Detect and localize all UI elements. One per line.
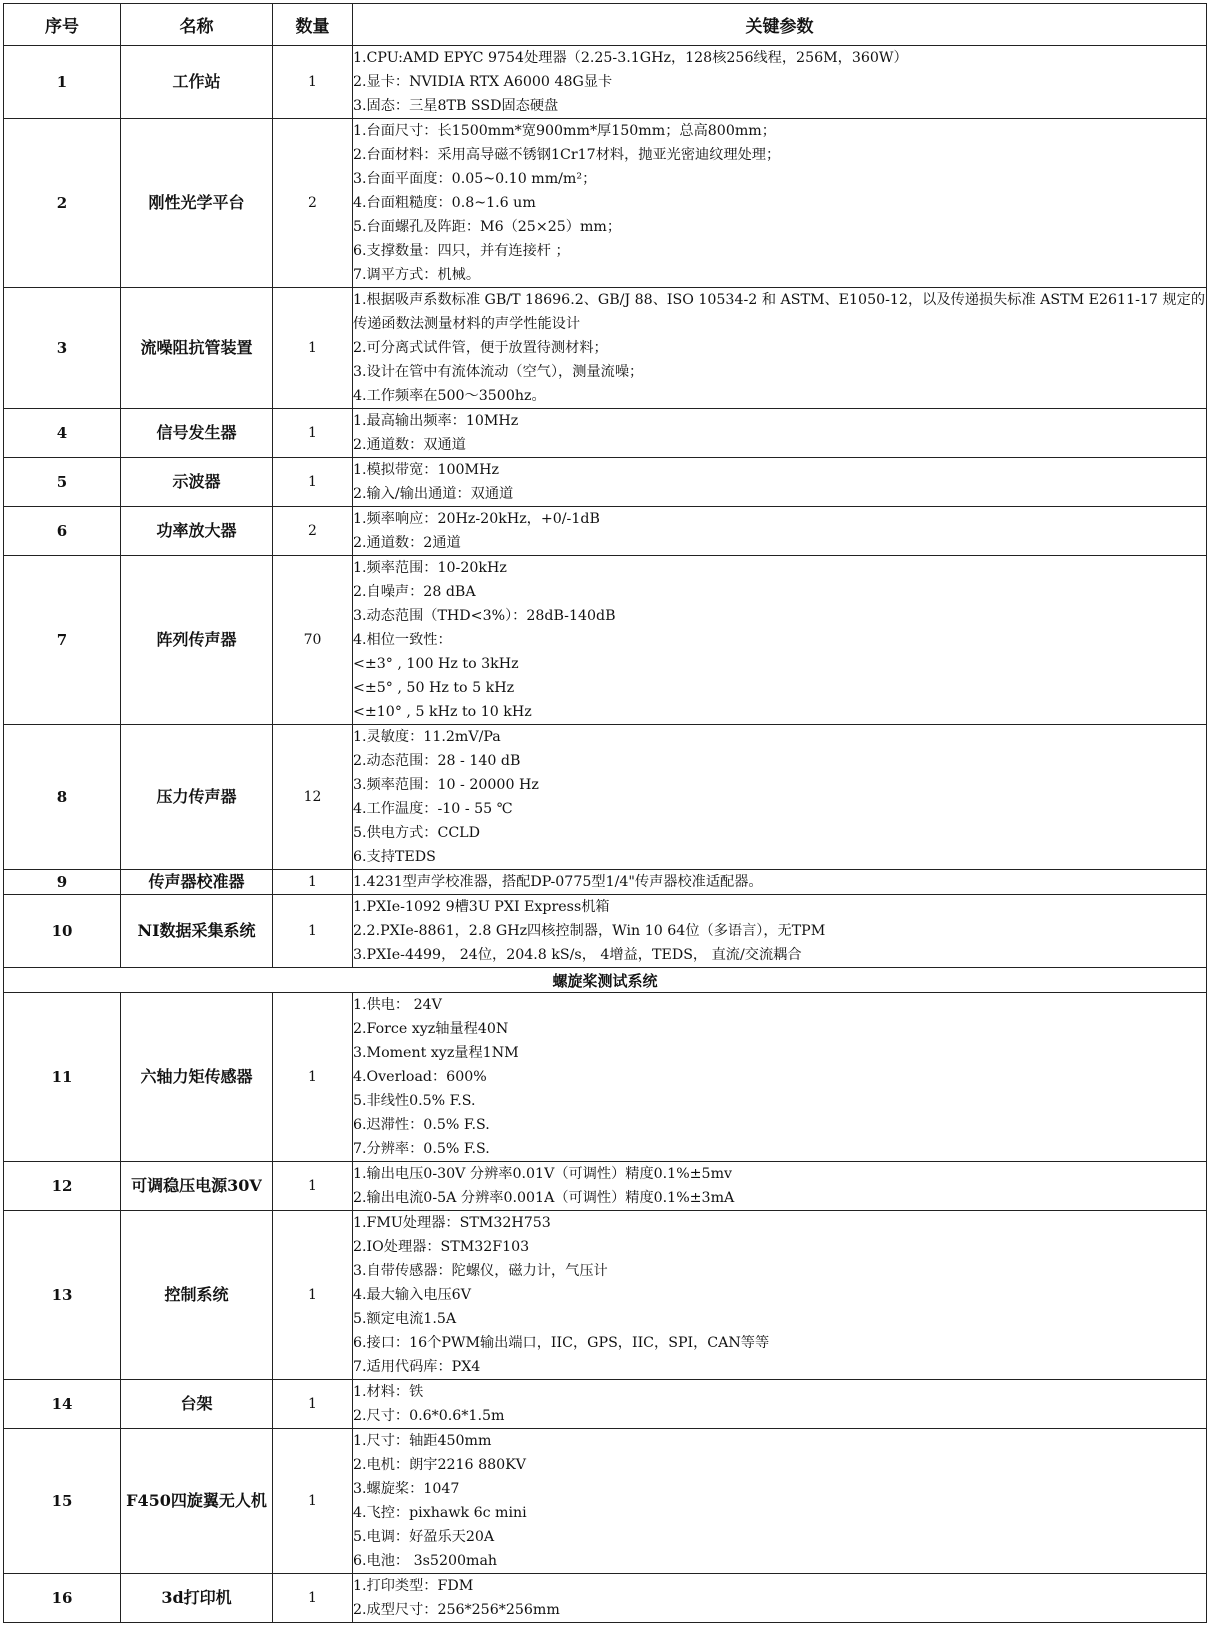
param-line: 2.通道数：2通道 [353,535,461,551]
item-params [353,993,1207,1162]
item-quantity: 2 [273,119,353,288]
item-name: 压力传声器 [121,725,273,870]
item-quantity: 1 [273,993,353,1162]
param-line: 4.Overload：600% [353,1069,487,1085]
row-number: 11 [4,993,121,1162]
param-line: 1.最高输出频率：10MHz [353,413,519,429]
table-body-propeller [4,993,1207,1623]
row-number: 5 [4,458,121,507]
section-row [4,968,1207,993]
section-body [4,968,1207,993]
param-line: 3.台面平面度：0.05~0.10 mm/m²； [353,171,597,187]
equipment-table [3,3,1207,1623]
param-line: 1.灵敏度：11.2mV/Pa [353,729,501,745]
table-row [4,725,1207,870]
param-line: 6.接口：16个PWM输出端口，IIC，GPS，IIC，SPI，CAN等等 [353,1335,770,1351]
param-line: 1.CPU:AMD EPYC 9754处理器（2.25-3.1GHz，128核256线程，256M，360W） [353,50,908,66]
item-quantity: 1 [273,409,353,458]
table-row [4,1429,1207,1574]
item-name: 3d打印机 [121,1574,273,1623]
item-name: 功率放大器 [121,507,273,556]
table-row [4,46,1207,119]
param-line: 1.尺寸：轴距450mm [353,1433,492,1449]
header-row [4,4,1207,46]
param-line: 5.台面螺孔及阵距：M6（25×25）mm； [353,219,622,235]
param-line: 3.自带传感器：陀螺仪，磁力计，气压计 [353,1263,608,1279]
param-line: <±10° , 5 kHz to 10 kHz [353,704,532,720]
param-line: 1.打印类型：FDM [353,1578,474,1594]
table-row [4,288,1207,409]
item-name: 示波器 [121,458,273,507]
param-line: 6.电池： 3s5200mah [353,1553,498,1569]
item-name: 可调稳压电源30V [121,1162,273,1211]
param-line: 3.固态：三星8TB SSD固态硬盘 [353,98,559,114]
param-line: <±5° , 50 Hz to 5 kHz [353,680,515,696]
row-number: 7 [4,556,121,725]
param-line: 3.Moment xyz量程1NM [353,1045,519,1061]
param-line: 2.动态范围：28 - 140 dB [353,753,521,769]
row-number: 10 [4,895,121,968]
row-number: 16 [4,1574,121,1623]
param-line: 3.PXIe-4499， 24位，204.8 kS/s， 4增益，TEDS， 直流/交流耦合 [353,947,802,963]
param-line: 1.PXIe-1092 9槽3U PXI Express机箱 [353,899,610,915]
param-line: 2.自噪声：28 dBA [353,584,476,600]
item-params [353,46,1207,119]
param-line: 7.分辨率：0.5% F.S. [353,1141,490,1157]
item-params [353,556,1207,725]
item-quantity: 1 [273,46,353,119]
header-name: 名称 [121,4,273,46]
param-line: 3.动态范围（THD<3%）：28dB-140dB [353,608,616,624]
item-params [353,507,1207,556]
item-params [353,1380,1207,1429]
table-row [4,556,1207,725]
table-row [4,870,1207,895]
param-line: 3.设计在管中有流体流动（空气），测量流噪； [353,364,644,380]
param-line: 3.螺旋桨：1047 [353,1481,460,1497]
param-line: 2.显卡：NVIDIA RTX A6000 48G显卡 [353,74,613,90]
item-quantity: 1 [273,458,353,507]
item-name: 刚性光学平台 [121,119,273,288]
param-line: 2.尺寸：0.6*0.6*1.5m [353,1408,505,1424]
item-name: 控制系统 [121,1211,273,1380]
item-quantity: 1 [273,870,353,895]
param-line: 1.输出电压0-30V 分辨率0.01V（可调性）精度0.1%±5mv [353,1166,733,1182]
param-line: 4.相位一致性： [353,632,452,648]
item-quantity: 70 [273,556,353,725]
table-row [4,119,1207,288]
param-line: 2.成型尺寸：256*256*256mm [353,1602,560,1618]
param-line: 7.调平方式：机械。 [353,267,481,283]
item-params [353,1429,1207,1574]
param-line: 1.频率范围：10-20kHz [353,560,507,576]
table-row [4,1211,1207,1380]
item-name: 工作站 [121,46,273,119]
row-number: 15 [4,1429,121,1574]
param-line: 6.迟滞性：0.5% F.S. [353,1117,490,1133]
item-name: F450四旋翼无人机 [121,1429,273,1574]
param-line: 2.Force xyz轴量程40N [353,1021,509,1037]
item-name: 阵列传声器 [121,556,273,725]
param-line: 1.频率响应：20Hz-20kHz，+0/-1dB [353,511,600,527]
item-name: 六轴力矩传感器 [121,993,273,1162]
item-quantity: 1 [273,895,353,968]
item-params [353,870,1207,895]
item-params [353,725,1207,870]
item-quantity: 1 [273,1380,353,1429]
param-line: 1.4231型声学校准器，搭配DP-0775型1/4"传声器校准适配器。 [353,874,763,890]
item-name: 流噪阻抗管装置 [121,288,273,409]
param-line: 3.频率范围：10 - 20000 Hz [353,777,539,793]
table-row [4,1380,1207,1429]
item-quantity: 1 [273,1429,353,1574]
row-number: 2 [4,119,121,288]
item-params [353,1211,1207,1380]
item-quantity: 12 [273,725,353,870]
row-number: 6 [4,507,121,556]
param-line: 1.根据吸声系数标准 GB/T 18696.2、GB/J 88、ISO 10534-2 和 ASTM、E1050-12，以及传递损失标准 ASTM E2611-17 规定的传递函数法测量材料的声学性能设计 [353,292,1206,332]
row-number: 3 [4,288,121,409]
param-line: 4.最大输入电压6V [353,1287,471,1303]
param-line: 2.输入/输出通道：双通道 [353,486,514,502]
param-line: 4.工作温度：-10 - 55 ℃ [353,801,513,817]
table-row [4,993,1207,1162]
param-line: 2.IO处理器：STM32F103 [353,1239,530,1255]
table-row [4,409,1207,458]
param-line: 2.2.PXIe-8861，2.8 GHz四核控制器，Win 10 64位（多语言），无TPM [353,923,826,939]
item-params [353,1162,1207,1211]
table-row [4,458,1207,507]
item-quantity: 1 [273,1162,353,1211]
param-line: 7.适用代码库：PX4 [353,1359,481,1375]
param-line: 5.电调：好盈乐天20A [353,1529,495,1545]
header-qty: 数量 [273,4,353,46]
row-number: 4 [4,409,121,458]
table-row [4,1162,1207,1211]
table-row [4,895,1207,968]
param-line: 5.非线性0.5% F.S. [353,1093,476,1109]
param-line: 4.工作频率在500～3500hz。 [353,388,546,404]
param-line: 6.支持TEDS [353,849,436,865]
param-line: 2.台面材料：采用高导磁不锈钢1Cr17材料，抛亚光密迪纹理处理； [353,147,781,163]
table-row [4,1574,1207,1623]
param-line: 5.额定电流1.5A [353,1311,457,1327]
param-line: 2.输出电流0-5A 分辨率0.001A（可调性）精度0.1%±3mA [353,1190,735,1206]
item-name: 台架 [121,1380,273,1429]
param-line: 4.飞控：pixhawk 6c mini [353,1505,527,1521]
item-params [353,458,1207,507]
table-row [4,507,1207,556]
item-params [353,895,1207,968]
item-quantity: 1 [273,1574,353,1623]
param-line: 2.可分离式试件管，便于放置待测材料； [353,340,608,356]
param-line: 1.台面尺寸：长1500mm*宽900mm*厚150mm；总高800mm； [353,123,776,139]
item-name: NI数据采集系统 [121,895,273,968]
item-name: 信号发生器 [121,409,273,458]
item-quantity: 1 [273,288,353,409]
item-params [353,1574,1207,1623]
param-line: <±3° , 100 Hz to 3kHz [353,656,519,672]
row-number: 14 [4,1380,121,1429]
row-number: 9 [4,870,121,895]
param-line: 6.支撑数量：四只，并有连接杆 ； [353,243,570,259]
param-line: 1.供电： 24V [353,997,442,1013]
item-quantity: 1 [273,1211,353,1380]
param-line: 1.模拟带宽：100MHz [353,462,499,478]
param-line: 2.电机：朗宇2216 880KV [353,1457,527,1473]
row-number: 12 [4,1162,121,1211]
section-title: 螺旋桨测试系统 [4,968,1207,993]
row-number: 1 [4,46,121,119]
row-number: 8 [4,725,121,870]
item-params [353,288,1207,409]
table-body [4,46,1207,968]
param-line: 1.材料：铁 [353,1384,424,1400]
row-number: 13 [4,1211,121,1380]
header-no: 序号 [4,4,121,46]
param-line: 4.台面粗糙度：0.8~1.6 um [353,195,536,211]
item-params [353,409,1207,458]
item-quantity: 2 [273,507,353,556]
param-line: 1.FMU处理器：STM32H753 [353,1215,551,1231]
item-name: 传声器校准器 [121,870,273,895]
param-line: 2.通道数：双通道 [353,437,466,453]
param-line: 5.供电方式：CCLD [353,825,480,841]
header-params: 关键参数 [353,4,1207,46]
item-params [353,119,1207,288]
